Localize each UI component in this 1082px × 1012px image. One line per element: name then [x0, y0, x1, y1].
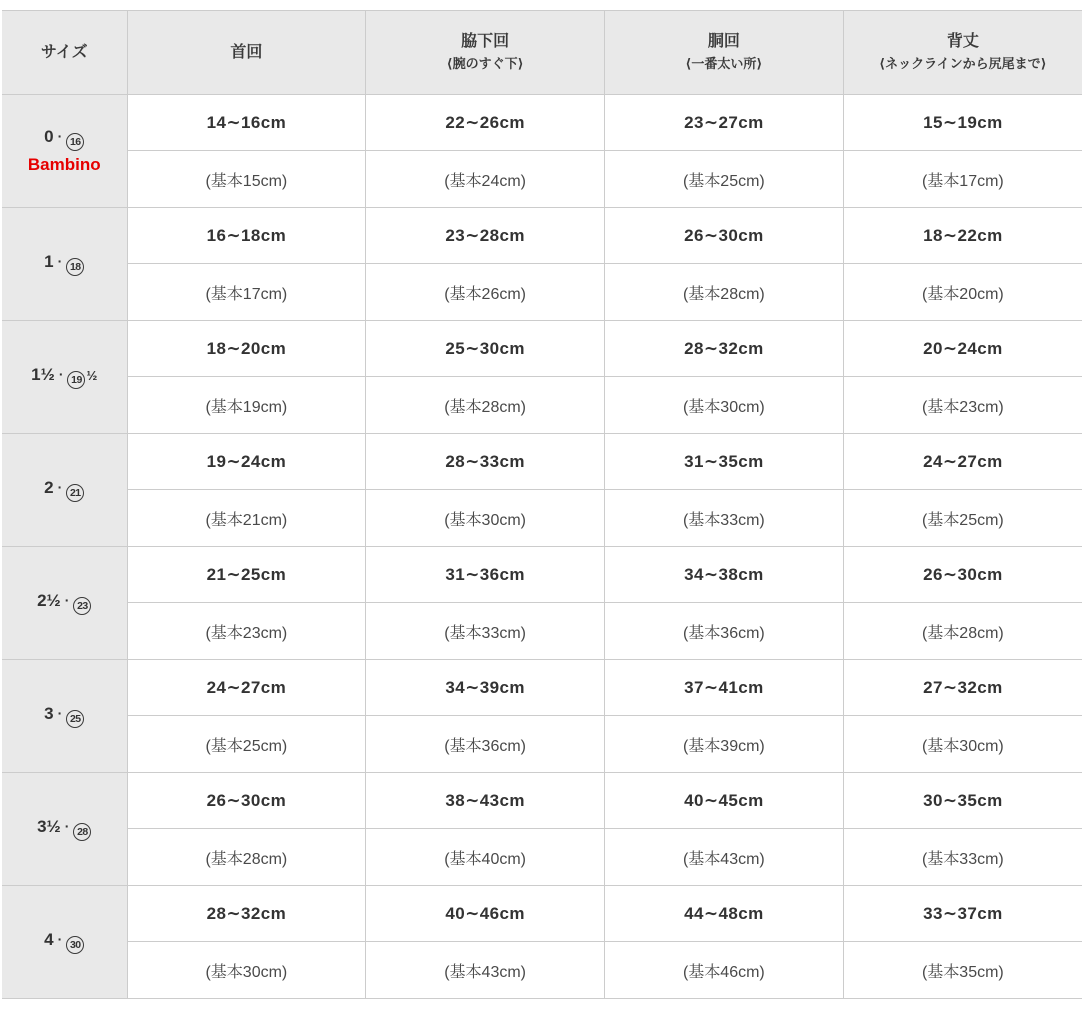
neck-base-cell: (基本30cm) — [127, 942, 366, 999]
girth-range-cell: 23∼27cm — [605, 95, 844, 151]
dot-separator: · — [57, 252, 63, 269]
column-header-girth — [605, 11, 844, 95]
underarm-base-cell: (基本33cm) — [366, 603, 605, 660]
neck-base-cell: (基本17cm) — [127, 264, 366, 321]
size-cell — [2, 886, 127, 999]
girth-range-cell: 34∼38cm — [605, 547, 844, 603]
neck-base-cell: (基本15cm) — [127, 151, 366, 208]
circled-number-icon: 30 — [66, 936, 84, 954]
back-range-cell: 15∼19cm — [843, 95, 1082, 151]
size-suffix: ½ — [86, 367, 98, 383]
back-base-cell: (基本30cm) — [843, 716, 1082, 773]
range-row — [2, 321, 1082, 377]
column-header-back-length — [843, 11, 1082, 95]
base-row — [2, 829, 1082, 886]
neck-base-cell: (基本28cm) — [127, 829, 366, 886]
size-label — [6, 127, 123, 151]
underarm-range-cell: 38∼43cm — [366, 773, 605, 829]
size-label — [6, 591, 123, 615]
base-row — [2, 716, 1082, 773]
neck-range-cell: 14∼16cm — [127, 95, 366, 151]
girth-base-cell: (基本28cm) — [605, 264, 844, 321]
circled-number-icon: 25 — [66, 710, 84, 728]
size-cell — [2, 773, 127, 886]
underarm-base-cell: (基本28cm) — [366, 377, 605, 434]
neck-range-cell: 21∼25cm — [127, 547, 366, 603]
back-range-cell: 20∼24cm — [843, 321, 1082, 377]
girth-base-cell: (基本25cm) — [605, 151, 844, 208]
size-number: 2½ — [37, 590, 61, 610]
circled-number-icon: 21 — [66, 484, 84, 502]
column-header-underarm — [366, 11, 605, 95]
underarm-base-cell: (基本43cm) — [366, 942, 605, 999]
dot-separator: · — [57, 478, 63, 495]
neck-base-cell: (基本23cm) — [127, 603, 366, 660]
back-base-cell: (基本23cm) — [843, 377, 1082, 434]
back-base-cell: (基本33cm) — [843, 829, 1082, 886]
base-row — [2, 490, 1082, 547]
circled-number-icon: 16 — [66, 133, 84, 151]
girth-range-cell: 37∼41cm — [605, 660, 844, 716]
girth-range-cell: 26∼30cm — [605, 208, 844, 264]
underarm-base-cell: (基本24cm) — [366, 151, 605, 208]
back-base-cell: (基本35cm) — [843, 942, 1082, 999]
neck-range-cell: 28∼32cm — [127, 886, 366, 942]
size-group-6 — [2, 773, 1082, 886]
size-label — [6, 817, 123, 841]
back-range-cell: 18∼22cm — [843, 208, 1082, 264]
size-number: 2 — [44, 477, 54, 497]
size-group-3 — [2, 434, 1082, 547]
size-label — [6, 365, 123, 389]
girth-base-cell: (基本36cm) — [605, 603, 844, 660]
underarm-base-cell: (基本36cm) — [366, 716, 605, 773]
underarm-base-cell: (基本26cm) — [366, 264, 605, 321]
back-range-cell: 33∼37cm — [843, 886, 1082, 942]
range-row — [2, 95, 1082, 151]
girth-range-cell: 40∼45cm — [605, 773, 844, 829]
neck-range-cell: 19∼24cm — [127, 434, 366, 490]
dot-separator: · — [57, 128, 63, 144]
base-row — [2, 151, 1082, 208]
size-number: 0 — [44, 127, 54, 146]
size-number: 1 — [44, 251, 54, 271]
size-number: 3 — [44, 703, 54, 723]
base-row — [2, 942, 1082, 999]
underarm-base-cell: (基本40cm) — [366, 829, 605, 886]
base-row — [2, 603, 1082, 660]
column-header-size — [2, 11, 127, 95]
underarm-range-cell: 25∼30cm — [366, 321, 605, 377]
size-group-1 — [2, 208, 1082, 321]
back-range-cell: 26∼30cm — [843, 547, 1082, 603]
dot-separator: · — [64, 817, 70, 834]
column-sublabel: ⟨腕のすぐ下⟩ — [446, 56, 524, 72]
size-group-7 — [2, 886, 1082, 999]
girth-range-cell: 28∼32cm — [605, 321, 844, 377]
dot-separator: · — [57, 930, 63, 947]
size-label — [6, 252, 123, 276]
underarm-range-cell: 31∼36cm — [366, 547, 605, 603]
size-subname: Bambino — [27, 155, 101, 175]
size-cell — [2, 434, 127, 547]
underarm-range-cell: 28∼33cm — [366, 434, 605, 490]
size-number: 1½ — [31, 364, 55, 384]
size-label — [6, 478, 123, 502]
size-cell — [2, 547, 127, 660]
base-row — [2, 264, 1082, 321]
girth-base-cell: (基本43cm) — [605, 829, 844, 886]
header-row — [2, 11, 1082, 95]
size-group-2 — [2, 321, 1082, 434]
girth-base-cell: (基本39cm) — [605, 716, 844, 773]
dot-separator: · — [64, 591, 70, 608]
circled-number-icon: 28 — [73, 823, 91, 841]
column-label: サイズ — [40, 43, 88, 61]
size-group-0 — [2, 95, 1082, 208]
underarm-range-cell: 40∼46cm — [366, 886, 605, 942]
column-label: 背丈 — [946, 33, 979, 51]
range-row — [2, 208, 1082, 264]
size-cell — [2, 660, 127, 773]
column-header-neck — [127, 11, 366, 95]
underarm-base-cell: (基本30cm) — [366, 490, 605, 547]
range-row — [2, 773, 1082, 829]
circled-number-icon: 18 — [66, 258, 84, 276]
dot-separator: · — [58, 365, 64, 382]
size-label — [6, 930, 123, 954]
girth-base-cell: (基本33cm) — [605, 490, 844, 547]
range-row — [2, 660, 1082, 716]
underarm-range-cell: 34∼39cm — [366, 660, 605, 716]
neck-base-cell: (基本25cm) — [127, 716, 366, 773]
size-group-4 — [2, 547, 1082, 660]
dot-separator: · — [57, 704, 63, 721]
circled-number-icon: 23 — [73, 597, 91, 615]
size-cell — [2, 321, 127, 434]
column-sublabel: ⟨一番太い所⟩ — [685, 56, 763, 72]
size-cell — [2, 95, 127, 208]
neck-range-cell: 18∼20cm — [127, 321, 366, 377]
size-chart-table — [2, 10, 1082, 999]
neck-base-cell: (基本19cm) — [127, 377, 366, 434]
circled-number-icon: 19 — [67, 371, 85, 389]
range-row — [2, 547, 1082, 603]
neck-range-cell: 26∼30cm — [127, 773, 366, 829]
back-base-cell: (基本20cm) — [843, 264, 1082, 321]
back-base-cell: (基本17cm) — [843, 151, 1082, 208]
underarm-range-cell: 23∼28cm — [366, 208, 605, 264]
range-row — [2, 886, 1082, 942]
range-row — [2, 434, 1082, 490]
size-label — [6, 704, 123, 728]
size-group-5 — [2, 660, 1082, 773]
back-range-cell: 30∼35cm — [843, 773, 1082, 829]
neck-range-cell: 24∼27cm — [127, 660, 366, 716]
back-base-cell: (基本28cm) — [843, 603, 1082, 660]
base-row — [2, 377, 1082, 434]
column-label: 首回 — [230, 43, 263, 61]
column-sublabel: ⟨ネックラインから尻尾まで⟩ — [879, 56, 1047, 72]
back-range-cell: 27∼32cm — [843, 660, 1082, 716]
neck-base-cell: (基本21cm) — [127, 490, 366, 547]
back-base-cell: (基本25cm) — [843, 490, 1082, 547]
underarm-range-cell: 22∼26cm — [366, 95, 605, 151]
column-label: 胴回 — [707, 33, 740, 51]
column-label: 脇下回 — [461, 33, 510, 51]
back-range-cell: 24∼27cm — [843, 434, 1082, 490]
size-cell — [2, 208, 127, 321]
girth-base-cell: (基本46cm) — [605, 942, 844, 999]
neck-range-cell: 16∼18cm — [127, 208, 366, 264]
size-number: 4 — [44, 929, 54, 949]
girth-base-cell: (基本30cm) — [605, 377, 844, 434]
size-number: 3½ — [37, 816, 61, 836]
girth-range-cell: 31∼35cm — [605, 434, 844, 490]
girth-range-cell: 44∼48cm — [605, 886, 844, 942]
